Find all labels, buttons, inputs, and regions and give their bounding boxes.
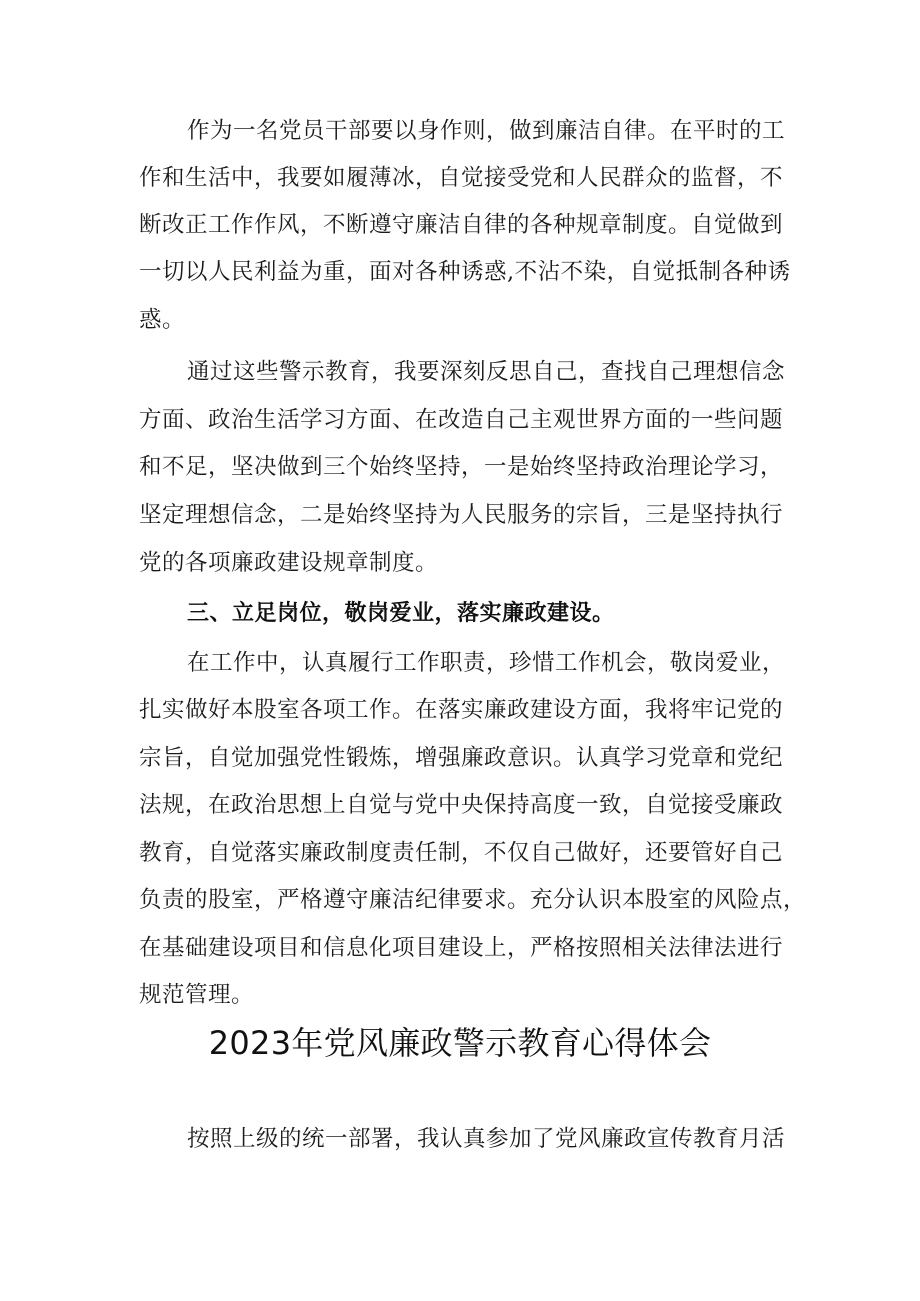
paragraph-line: 作为一名党员干部要以身作则，做到廉洁自律。在平时的工 bbox=[187, 118, 786, 144]
paragraph-line: 扎实做好本股室各项工作。在落实廉政建设方面，我将牢记党的 bbox=[139, 697, 784, 723]
paragraph-line: 一切以人民利益为重，面对各种诱惑,不沾不染，自觉抵制各种诱 bbox=[139, 259, 791, 285]
paragraph-line: 坚定理想信念，二是始终坚持为人民服务的宗旨，三是坚持执行 bbox=[139, 502, 784, 528]
paragraph-line: 断改正工作作风，不断遵守廉洁自律的各种规章制度。自觉做到 bbox=[139, 212, 784, 238]
paragraph-line: 方面、政治生活学习方面、在改造自己主观世界方面的一些问题 bbox=[139, 407, 784, 433]
document-title: 2023年党风廉政警示教育心得体会 bbox=[208, 1024, 712, 1062]
paragraph-line: 在工作中，认真履行工作职责，珍惜工作机会，敬岗爱业， bbox=[187, 650, 786, 676]
paragraph-line: 和不足，坚决做到三个始终坚持，一是始终坚持政治理论学习， bbox=[139, 454, 784, 480]
paragraph-line: 通过这些警示教育，我要深刻反思自己，查找自己理想信念 bbox=[187, 359, 786, 385]
paragraph-line: 党的各项廉政建设规章制度。 bbox=[139, 550, 439, 576]
paragraph-line: 在基础建设项目和信息化项目建设上，严格按照相关法律法进行 bbox=[139, 935, 784, 961]
paragraph-line: 规范管理。 bbox=[139, 982, 255, 1008]
paragraph-line: 作和生活中，我要如履薄冰，自觉接受党和人民群众的监督，不 bbox=[139, 165, 784, 191]
section-heading: 三、立足岗位，敬岗爱业，落实廉政建设。 bbox=[187, 601, 615, 626]
paragraph-line: 按照上级的统一部署，我认真参加了党风廉政宣传教育月活 bbox=[187, 1126, 786, 1152]
paragraph-line: 宗旨，自觉加强党性锻炼，增强廉政意识。认真学习党章和党纪 bbox=[139, 745, 784, 771]
paragraph-line: 负责的股室，严格遵守廉洁纪律要求。充分认识本股室的风险点， bbox=[139, 887, 807, 913]
paragraph-line: 惑。 bbox=[139, 307, 186, 333]
paragraph-line: 法规，在政治思想上自觉与党中央保持高度一致，自觉接受廉政 bbox=[139, 792, 784, 818]
paragraph-line: 教育，自觉落实廉政制度责任制，不仅自己做好，还要管好自己 bbox=[139, 840, 784, 866]
